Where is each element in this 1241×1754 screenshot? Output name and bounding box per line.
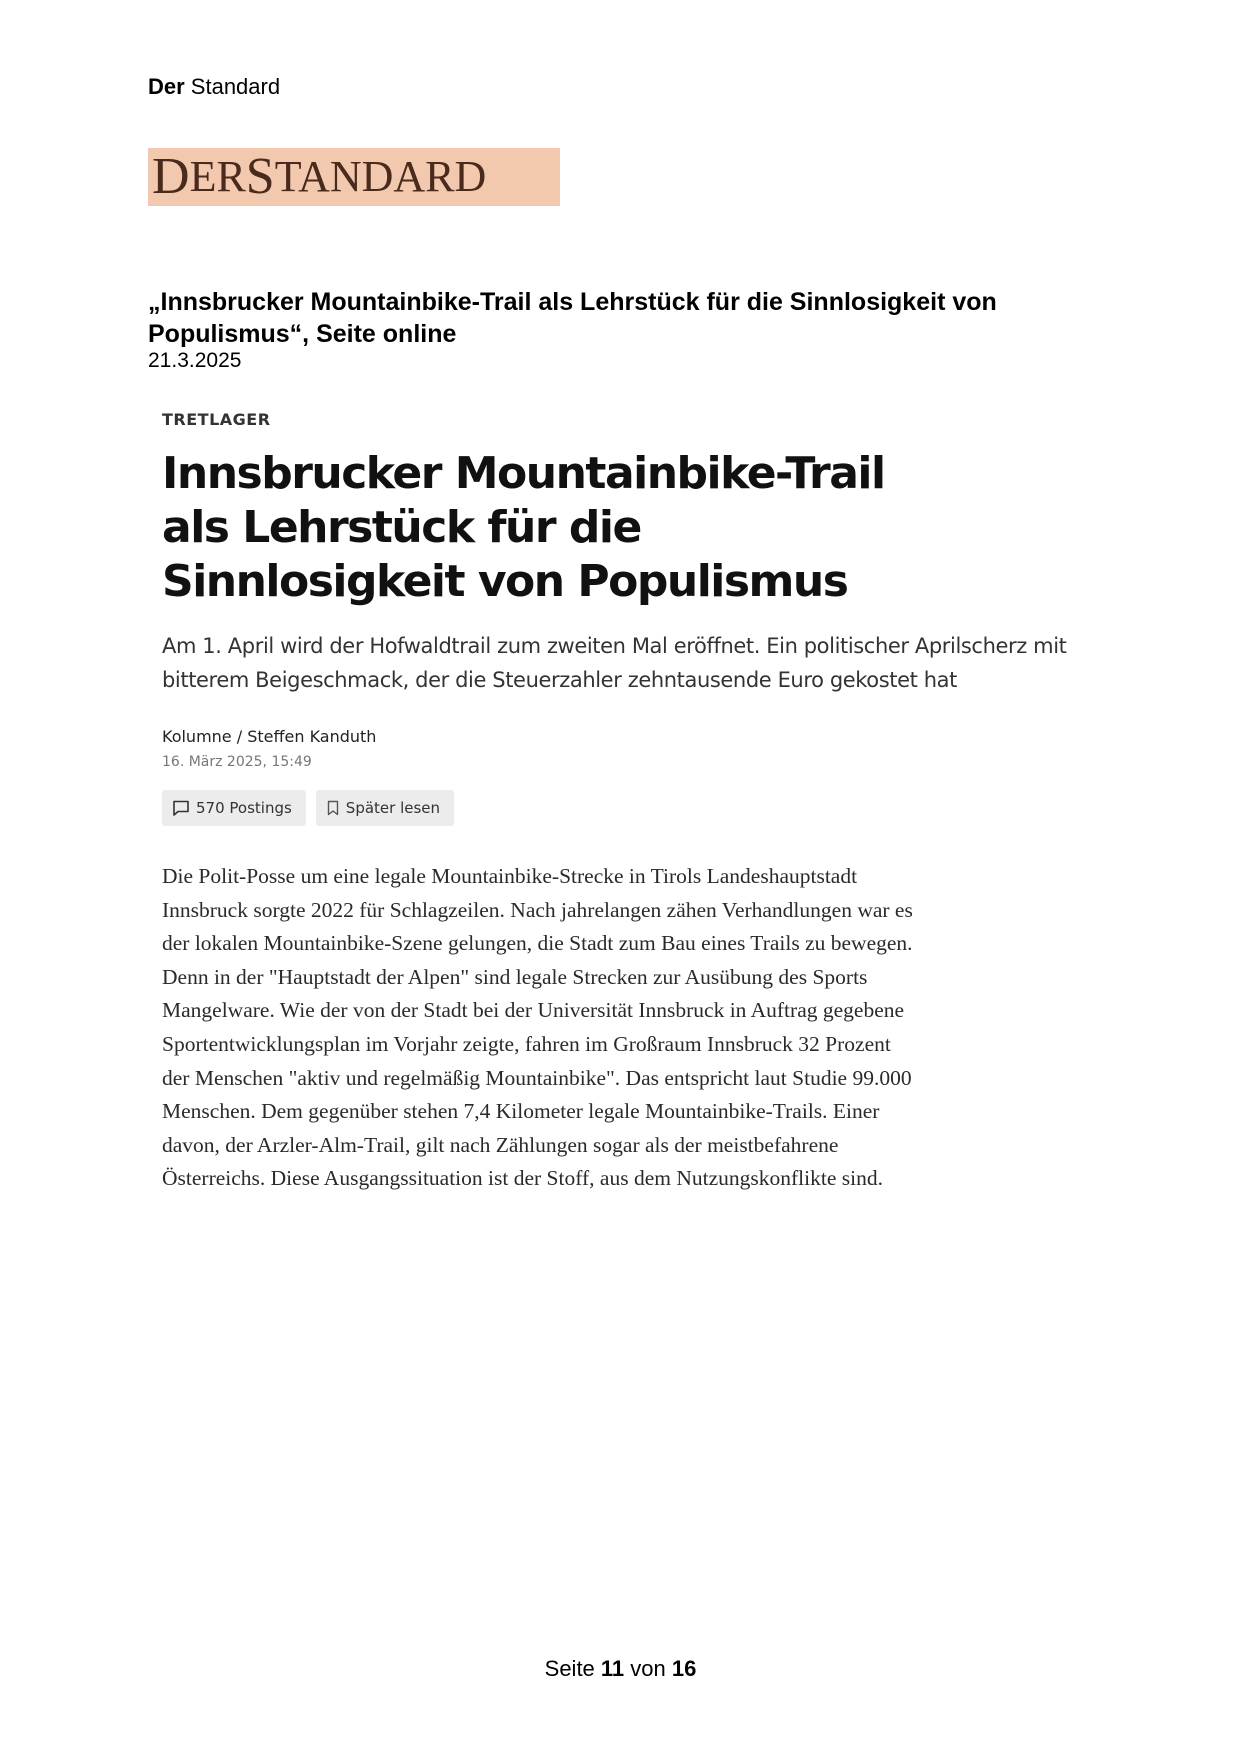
page-footer xyxy=(0,1656,1241,1682)
logo-letter: S xyxy=(245,148,275,205)
article-clipping xyxy=(162,410,1102,1196)
comment-icon xyxy=(172,799,190,817)
document-date: 21.3.2025 xyxy=(148,349,242,372)
source-label xyxy=(148,74,280,100)
footer-middle: von xyxy=(624,1656,672,1681)
postings-button[interactable] xyxy=(162,790,306,826)
postings-label: 570 Postings xyxy=(196,799,292,817)
document-title: „Innsbrucker Mountainbike-Trail als Lehrstück für die Sinnlosigkeit von Populismus“, Seite online xyxy=(148,288,997,348)
read-later-label: Später lesen xyxy=(345,799,441,817)
article-actions xyxy=(162,790,1102,826)
current-page-number: 11 xyxy=(600,1656,625,1681)
logo-letter: D xyxy=(152,148,190,205)
source-name-bold: Der xyxy=(148,74,185,99)
read-later-button[interactable] xyxy=(316,790,454,826)
article-kicker[interactable]: TRETLAGER xyxy=(162,410,271,429)
article-published-date: 16. März 2025, 15:49 xyxy=(162,754,312,770)
article-headline: Innsbrucker Mountainbike-Trail als Lehrstück für die Sinnlosigkeit von Populismus xyxy=(162,448,885,607)
article-byline[interactable]: Kolumne / Steffen Kanduth xyxy=(162,727,377,746)
footer-prefix: Seite xyxy=(544,1656,601,1681)
total-pages: 16 xyxy=(671,1656,697,1681)
logo-smallcaps: TANDARD xyxy=(274,152,487,201)
logo-smallcaps: ER xyxy=(189,152,246,201)
der-standard-logo xyxy=(148,148,560,206)
article-lede: Am 1. April wird der Hofwaldtrail zum zweiten Mal eröffnet. Ein politischer Aprilscherz mit bitterem Beigeschmack, der die Steuerzahler zehntausende Euro gekostet hat xyxy=(162,634,1067,692)
body-paragraph: Die Polit-Posse um eine legale Mountainbike-Strecke in Tirols Landeshauptstadt Innsbruck sorgte 2022 für Schlagzeilen. Nach jahrelangen zähen Verhandlungen war es der lokalen Mountainbike-Szene gelungen, die Stadt zum Bau eines Trails zu bewegen. Denn in der "Hauptstadt der Alpen" sind legale Strecken zur Ausübung des Sports Mangelware. Wie der von der Stadt bei der Universität Innsbruck in Auftrag gegebene Sportentwicklungsplan im Vorjahr zeigte, fahren im Großraum Innsbruck 32 Prozent der Menschen "aktiv und regelmäßig Mountainbike". Das entspricht laut Studie 99.000 Menschen. Dem gegenüber stehen 7,4 Kilometer legale Mountainbike-Trails. Einer davon, der Arzler-Alm-Trail, gilt nach Zählungen sogar als der meistbefahrene Österreichs. Diese Ausgangssituation ist der Stoff, aus dem Nutzungskonflikte sind. xyxy=(162,864,913,1191)
bookmark-icon xyxy=(326,800,340,816)
source-name-rest: Standard xyxy=(184,74,281,99)
article-body xyxy=(162,860,922,1196)
